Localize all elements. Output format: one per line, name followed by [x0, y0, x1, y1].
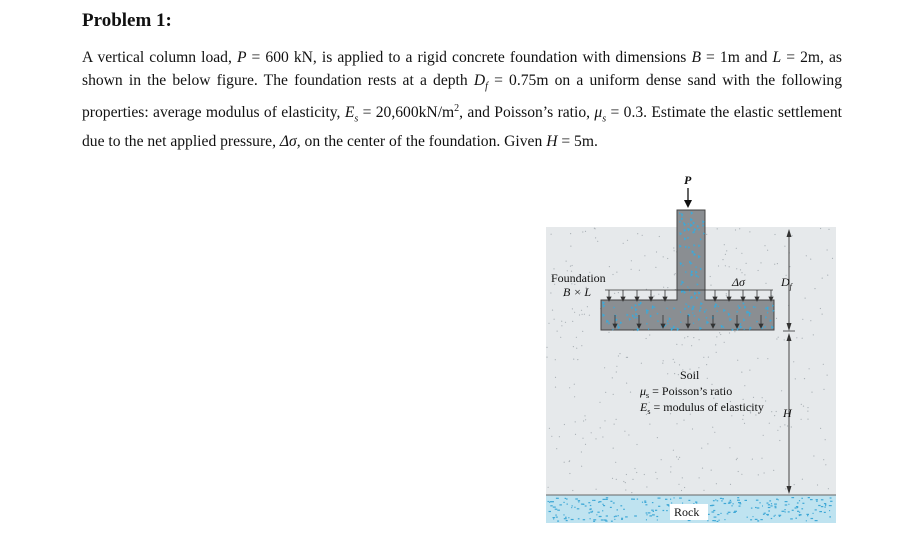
- depth-label: $D_f$: [781, 275, 792, 291]
- statement-segment: H: [546, 132, 558, 150]
- statement-segment: E: [344, 104, 355, 122]
- rock-label: Rock: [674, 505, 700, 519]
- statement-segment: D: [473, 71, 486, 89]
- statement-segment: Δσ: [279, 132, 297, 150]
- statement-segment: L: [772, 49, 782, 66]
- statement-segment: s: [602, 113, 607, 125]
- statement-segment: A vertical column load,: [82, 49, 237, 66]
- foundation-figure: [543, 170, 838, 530]
- statement-segment: = 1m and: [700, 49, 773, 66]
- statement-segment: = 600 kN, is applied to a rigid concrete foundation with dimensions: [246, 49, 692, 66]
- modulus-definition: $E_s$ = modulus of elasticity: [640, 400, 764, 416]
- statement-segment: = 2m, as shown in the below figure. The foundation rests at a depth: [82, 49, 843, 89]
- statement-segment: = 0.3. Estimate the elastic settlement due to the net applied pressure,: [82, 104, 842, 150]
- load-arrow: [684, 188, 692, 208]
- problem-statement: [82, 47, 842, 153]
- statement-segment: , on the center of the foundation. Given: [296, 132, 547, 150]
- pressure-label: Δσ: [732, 275, 745, 289]
- soil-label: Soil: [680, 368, 700, 382]
- statement-segment: = 20,600kN/m: [358, 104, 455, 122]
- statement-segment: P: [236, 49, 247, 66]
- statement-segment: = 0.75m on a uniform dense sand with the following properties: average modulus of elasticity,: [82, 71, 842, 122]
- thickness-label: H: [783, 406, 792, 420]
- statement-segment: , and Poisson’s ratio,: [459, 104, 595, 122]
- statement-segment: s: [354, 113, 359, 125]
- foundation-dims: B × L: [563, 285, 592, 299]
- problem-title: Problem 1:: [82, 10, 172, 31]
- statement-segment: = 5m.: [557, 132, 598, 150]
- poisson-definition: $\mu_s$ = Poisson’s ratio: [640, 384, 733, 400]
- foundation-label: Foundation: [551, 271, 606, 285]
- statement-segment: μ: [594, 104, 603, 122]
- load-label: P: [684, 173, 692, 187]
- statement-segment: B: [691, 49, 701, 66]
- statement-segment: 2: [454, 103, 460, 115]
- statement-segment: f: [485, 80, 488, 92]
